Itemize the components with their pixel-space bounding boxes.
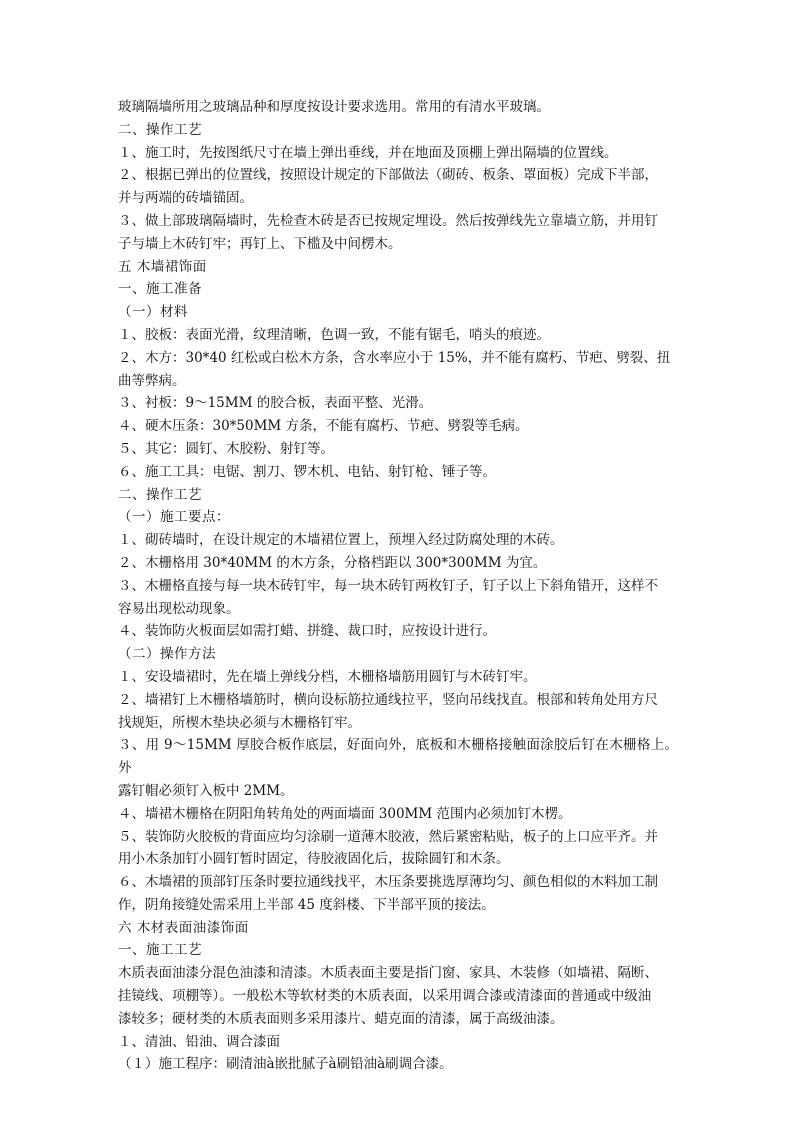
text-line: 子与墙上木砖钉牢；再钉上、下槛及中间楞木。 xyxy=(118,235,402,252)
subsection-heading: （二）操作方法 xyxy=(118,646,216,663)
text-line: （１）施工程序：刷清油à嵌批腻子à刷铅油à刷调合漆。 xyxy=(118,1056,453,1073)
chapter-heading: 六 木材表面油漆饰面 xyxy=(118,919,249,936)
text-line: 木质表面油漆分混色油漆和清漆。木质表面主要是指门窗、家具、木装修（如墙裙、隔断、 xyxy=(118,965,658,982)
text-line: ６、施工工具：电锯、割刀、锣木机、电钻、射钉枪、锤子等。 xyxy=(118,463,496,480)
text-line: 并与两端的砖墙锚固。 xyxy=(118,190,253,207)
chapter-heading: 五 木墙裙饰面 xyxy=(118,258,207,275)
text-line: 用小木条加钉小圆钉暂时固定，待胶液固化后，拔除圆钉和木条。 xyxy=(118,851,510,868)
text-line: 露钉帽必须钉入板中 2MM。 xyxy=(118,782,294,799)
text-line: 作，阴角接缝处需采用上半部 45 度斜楼、下半部平顶的接法。 xyxy=(118,896,495,913)
subsection-heading: （一）材料 xyxy=(118,304,188,321)
text-line: １、清油、铅油、调合漆面 xyxy=(118,1033,280,1050)
subsection-heading: （一）施工要点： xyxy=(118,509,230,526)
text-line: ４、硬木压条：30*50MM 方条，不能有腐朽、节疤、劈裂等毛病。 xyxy=(118,418,529,435)
text-line: ４、墙裙木栅格在阴阳角转角处的两面墙面 300MM 范围内必须加钉木楞。 xyxy=(118,805,572,822)
section-heading: 一、施工工艺 xyxy=(118,942,202,959)
text-line: 曲等弊病。 xyxy=(118,372,186,389)
section-heading: 一、施工准备 xyxy=(118,281,202,298)
text-line: ２、根据已弹出的位置线，按照设计规定的下部做法（砌砖、板条、罩面板）完成下半部， xyxy=(118,167,658,184)
text-line: ６、木墙裙的顶部钉压条时要拉通线找平，木压条要挑选厚薄均匀、颜色相似的木料加工制 xyxy=(118,874,658,891)
text-line: １、安设墙裙时，先在墙上弹线分档，木栅格墙筋用圆钉与木砖钉牢。 xyxy=(118,668,537,685)
text-line: 找规矩，所楔木垫块必须与木栅格钉牢。 xyxy=(118,714,361,731)
document-page xyxy=(118,96,678,1076)
text-line: 挂镜线、项棚等）。一般松木等软材类的木质表面，以采用调合漆或清漆面的普通或中级油 xyxy=(118,988,652,1005)
text-line: ５、装饰防火胶板的背面应均匀涂刷一道薄木胶液，然后紧密粘贴，板子的上口应平齐。并 xyxy=(118,828,658,845)
text-line: ３、用 9～15MM 厚胶合板作底层，好面向外，底板和木栅格接触面涂胶后钉在木栅格上。外 xyxy=(118,737,678,777)
text-line: ３、做上部玻璃隔墙时，先检查木砖是否已按规定埋设。然后按弹线先立靠墙立筋，并用钉 xyxy=(118,212,658,229)
text-line: 玻璃隔墙所用之玻璃品种和厚度按设计要求选用。常用的有清水平玻璃。 xyxy=(118,99,550,115)
text-line: ２、木方：30*40 红松或白松木方条，含水率应小于 15%，并不能有腐朽、节疤、劈裂、扭 xyxy=(118,349,671,366)
text-line: ３、木栅格直接与每一块木砖钉牢，每一块木砖钉两枚钉子，钉子以上下斜角错开，这样不 xyxy=(118,577,658,594)
section-heading: 二、操作工艺 xyxy=(118,486,202,503)
text-line: １、砌砖墙时，在设计规定的木墙裙位置上，预埋入经过防腐处理的木砖。 xyxy=(118,532,564,549)
text-line: ２、木栅格用 30*40MM 的木方条，分格档距以 300*300MM 为宜。 xyxy=(118,554,547,571)
section-heading: 二、操作工艺 xyxy=(118,121,202,138)
text-line: １、施工时，先按图纸尺寸在墙上弹出垂线，并在地面及顶棚上弹出隔墙的位置线。 xyxy=(118,144,618,161)
text-line: ２、墙裙钉上木栅格墙筋时，横向设标筋拉通线拉平，竖向吊线找直。根部和转角处用方尺 xyxy=(118,691,658,708)
text-line: １、胶板：表面光滑，纹理清晰，色调一致，不能有锯毛，哨头的痕迹。 xyxy=(118,326,550,343)
text-line: ５、其它：圆钉、木胶粉、射钉等。 xyxy=(118,440,334,457)
text-line: ３、衬板：9～15MM 的胶合板，表面平整、光滑。 xyxy=(118,395,433,412)
text-line: 容易出现松动现象。 xyxy=(118,600,240,617)
text-line: 漆较多；硬材类的木质表面则多采用漆片、蜡克面的清漆，属于高级油漆。 xyxy=(118,1010,564,1027)
text-line: ４、装饰防火板面层如需打蜡、拼缝、裁口时，应按设计进行。 xyxy=(118,623,496,640)
